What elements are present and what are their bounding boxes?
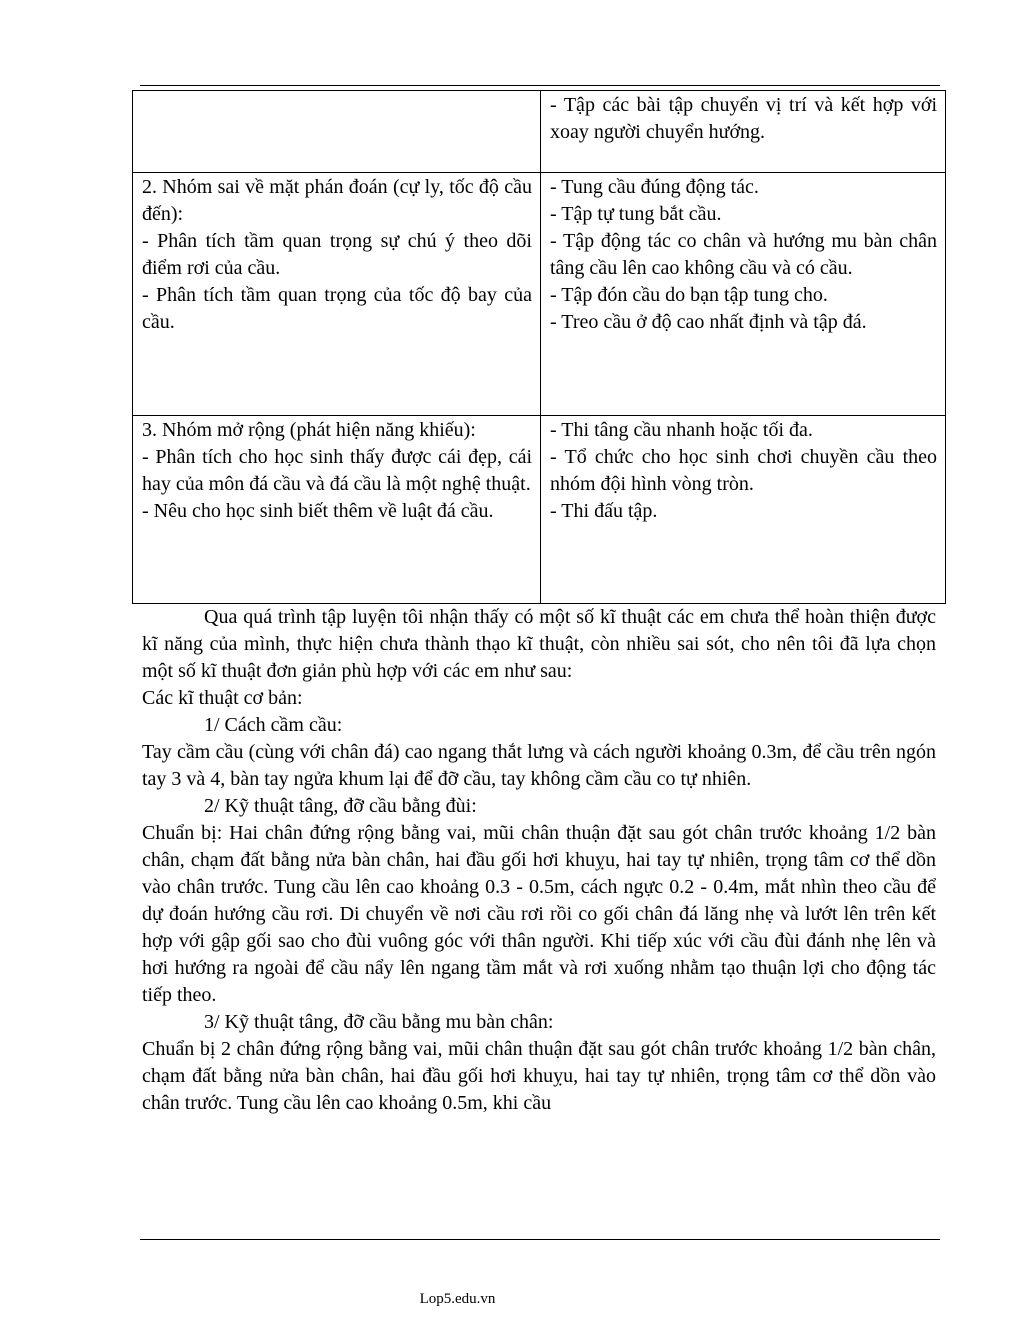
basics-heading: Các kĩ thuật cơ bản: xyxy=(142,687,303,709)
exercise-table xyxy=(132,90,946,604)
table-cell-line: - Thi tâng cầu nhanh hoặc tối đa. xyxy=(550,419,813,441)
table-cell-line: - Tập đón cầu do bạn tập tung cho. xyxy=(550,284,828,306)
footer-site-name: Lop5.edu.vn xyxy=(419,1291,496,1307)
document-body xyxy=(142,604,936,1117)
table-cell-line: - Phân tích cho học sinh thấy được cái đẹp, cái hay của môn đá cầu và đá cầu là một nghệ thuật. xyxy=(142,446,532,495)
table-cell-right xyxy=(541,173,946,416)
table-cell-line: - Tập các bài tập chuyển vị trí và kết hợp với xoay người chuyển hướng. xyxy=(550,94,937,143)
table-cell-line: - Nêu cho học sinh biết thêm về luật đá cầu. xyxy=(142,500,494,522)
table-cell-left xyxy=(133,91,541,173)
section2-paragraph: Chuẩn bị: Hai chân đứng rộng bằng vai, mũi chân thuận đặt sau gót chân trước khoảng 1/2 bàn chân, chạm đất bằng nửa bàn chân, hai đầu gối hơi khuỵu, hai tay tự nhiên, trọng tâm cơ thể dồn vào chân trước. Tung cầu lên cao khoảng 0.3 - 0.5m, cách ngực 0.2 - 0.4m, mắt nhìn theo cầu để dự đoán hướng cầu rơi. Di chuyển về nơi cầu rơi rồi co gối chân đá lăng nhẹ và lướt lên trên kết hợp với gập gối sao cho đùi vuông góc với thân người. Khi tiếp xúc với cầu đùi đánh nhẹ lên và hơi hướng ra ngoài để cầu nẩy lên ngang tầm mắt và rơi xuống nhằm tạo thuận lợi cho động tác tiếp theo. xyxy=(142,822,936,1006)
table-cell-line: - Tập tự tung bắt cầu. xyxy=(550,203,722,225)
table-cell-line: - Thi đấu tập. xyxy=(550,500,658,522)
table-cell-right xyxy=(541,416,946,604)
section2-heading: 2/ Kỹ thuật tâng, đỡ cầu bằng đùi: xyxy=(204,795,477,817)
table-cell-line: - Treo cầu ở độ cao nhất định và tập đá. xyxy=(550,311,867,333)
intro-paragraph: Qua quá trình tập luyện tôi nhận thấy có một số kĩ thuật các em chưa thể hoàn thiện được kĩ năng của mình, thực hiện chưa thành thạo kĩ thuật, còn nhiều sai sót, cho nên tôi đã lựa chọn một số kĩ thuật đơn giản phù hợp với các em như sau: xyxy=(142,606,936,682)
section3-paragraph: Chuẩn bị 2 chân đứng rộng bằng vai, mũi chân thuận đặt sau gót chân trước khoảng 1/2 bàn chân, chạm đất bằng nửa bàn chân, hai đầu gối hơi khuỵu, hai tay tự nhiên, trọng tâm cơ thể dồn vào chân trước. Tung cầu lên cao khoảng 0.5m, khi cầu xyxy=(142,1038,936,1114)
table-cell-left xyxy=(133,173,541,416)
table-row xyxy=(133,416,946,604)
table-cell-line: - Phân tích tầm quan trọng sự chú ý theo dõi điểm rơi của cầu. xyxy=(142,230,532,279)
table-row xyxy=(133,91,946,173)
table-cell-left xyxy=(133,416,541,604)
section1-paragraph: Tay cầm cầu (cùng với chân đá) cao ngang thắt lưng và cách người khoảng 0.3m, để cầu trên ngón tay 3 và 4, bàn tay ngửa khum lại để đỡ cầu, tay không cầm cầu co tự nhiên. xyxy=(142,741,936,790)
table-cell-line: - Tung cầu đúng động tác. xyxy=(550,176,759,198)
table-cell-line: 2. Nhóm sai về mặt phán đoán (cự ly, tốc độ cầu đến): xyxy=(142,176,532,225)
table-cell-line: 3. Nhóm mở rộng (phát hiện năng khiếu): xyxy=(142,419,476,441)
footer-rule xyxy=(140,1239,940,1240)
table-cell-right xyxy=(541,91,946,173)
table-cell-line: - Tập động tác co chân và hướng mu bàn chân tâng cầu lên cao không cầu và có cầu. xyxy=(550,230,937,279)
table-row xyxy=(133,173,946,416)
section3-heading: 3/ Kỹ thuật tâng, đỡ cầu bằng mu bàn chân: xyxy=(204,1011,554,1033)
section1-heading: 1/ Cách cầm cầu: xyxy=(204,714,343,736)
table-cell-line: - Phân tích tầm quan trọng của tốc độ bay của cầu. xyxy=(142,284,532,333)
table-cell-line: - Tổ chức cho học sinh chơi chuyền cầu theo nhóm đội hình vòng tròn. xyxy=(550,446,937,495)
header-rule xyxy=(140,85,940,86)
